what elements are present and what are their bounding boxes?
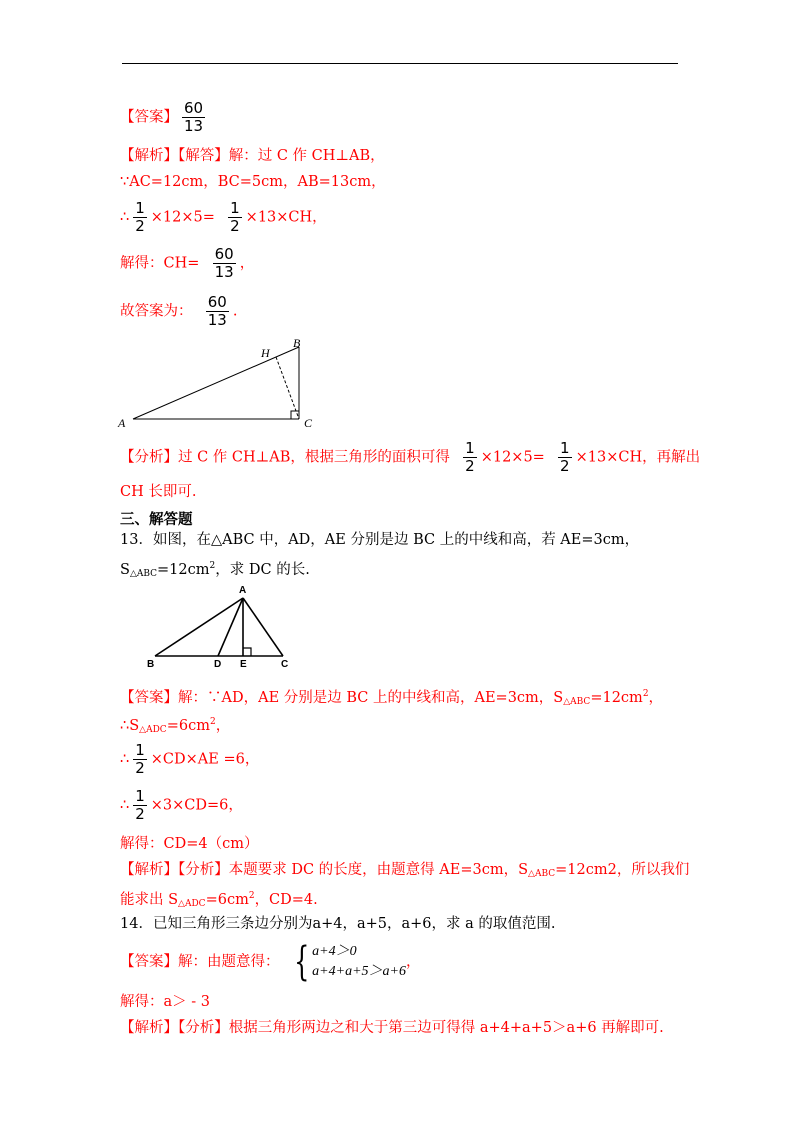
q13-answer-line-4: ∴ $\frac{1}{2}$ ×3×CD=6， <box>120 787 243 823</box>
q14-analysis: 【解析】【分析】根据三角形两边之和大于第三边可得得 a+4+a+5＞a+6 再解即可. <box>120 1020 664 1036</box>
side-ac <box>243 598 283 656</box>
q13-answer-line-2: $\therefore S_{\triangle ADC}=6cm^2$， <box>120 717 231 735</box>
label-c: C <box>281 659 289 670</box>
side-ab <box>133 347 299 419</box>
q13-analysis-line-2: 能求出 $S_{\triangle ADC}=6cm^2$，CD=4. <box>120 891 318 909</box>
fraction: $\frac{1}{2}$ <box>560 439 570 475</box>
label-d: D <box>214 659 222 670</box>
q13-answer-line-5: 解得：CD=4（cm） <box>120 836 259 852</box>
fraction: $\frac{1}{2}$ <box>465 439 475 475</box>
q14-solution: 解得：a＞ - 3 <box>120 994 210 1010</box>
label-c: C <box>304 416 313 430</box>
section-heading: 三、解答题 <box>120 511 193 528</box>
right-angle-mark <box>243 648 251 656</box>
header-rule <box>122 63 678 64</box>
label-a: A <box>118 416 126 430</box>
inequality-system: a+4＞0 a+4+a+5＞a+6 <box>312 944 406 979</box>
fraction: $\frac{1}{2}$ <box>135 741 145 777</box>
left-brace: { <box>293 939 310 985</box>
q13-stem-line-2: $S_{\triangle ABC}=12cm^2$，求 DC 的长. <box>120 561 310 579</box>
right-triangle-figure <box>115 335 345 433</box>
fraction: $\frac{60}{13}$ <box>214 245 234 281</box>
fraction: $\frac{60}{13}$ <box>207 293 227 329</box>
answer-tag: 【答案】 <box>120 109 178 126</box>
q12-analysis-line-1: 【分析】过 C 作 CH⊥AB，根据三角形的面积可得 $\frac{1}{2}$ ×12×5= $\frac{1}{2}$ ×13×CH，再解出 <box>120 439 701 475</box>
altitude-ch <box>276 357 299 419</box>
q12-solution-line-2: ∵AC=12cm，BC=5cm，AB=13cm， <box>120 174 386 190</box>
q12-solution-line-5: 故答案为： $\frac{60}{13}$ . <box>120 293 238 329</box>
q13-answer-line-3: ∴ $\frac{1}{2}$ ×CD×AE =6， <box>120 741 260 777</box>
q14-answer: 【答案】解：由题意得： { a+4＞0 a+4+a+5＞a+6 ， <box>120 939 421 985</box>
q13-analysis-line-1: 【解析】【分析】本题要求 DC 的长度，由题意得 AE=3cm，$S_{\triangle ABC}=12cm2$，所以我们 <box>120 862 690 879</box>
q13-answer-line-1: 【答案】解：∵AD，AE 分别是边 BC 上的中线和高，AE=3cm，$S_{\triangle ABC}=12cm^2$， <box>120 689 664 707</box>
label-h: H <box>261 346 270 360</box>
q12-solution-line-1: 【解析】【解答】解：过 C 作 CH⊥AB， <box>120 148 385 164</box>
fraction: $\frac{1}{2}$ <box>230 199 240 235</box>
fraction: $\frac{60}{13}$ <box>184 99 204 135</box>
label-b: B <box>293 336 301 350</box>
label-b: B <box>147 659 155 670</box>
q12-solution-line-3: ∴ $\frac{1}{2}$ ×12×5= $\frac{1}{2}$ ×13×CH， <box>120 199 327 235</box>
label-e: E <box>240 659 247 670</box>
fraction: $\frac{1}{2}$ <box>135 787 145 823</box>
q12-answer <box>120 100 209 135</box>
triangle-abc-figure <box>140 583 300 673</box>
label-a: A <box>239 585 247 596</box>
fraction: $\frac{1}{2}$ <box>135 199 145 235</box>
q12-analysis-line-2: CH 长即可. <box>120 484 197 500</box>
q13-stem-line-1: 13．如图，在△ABC 中，AD，AE 分别是边 BC 上的中线和高，若 AE=3cm， <box>120 532 640 548</box>
q14-stem: 14．已知三角形三条边分别为a+4，a+5，a+6，求 a 的取值范围. <box>120 916 556 932</box>
q12-solution-line-4: 解得：CH= $\frac{60}{13}$ ， <box>120 245 255 281</box>
